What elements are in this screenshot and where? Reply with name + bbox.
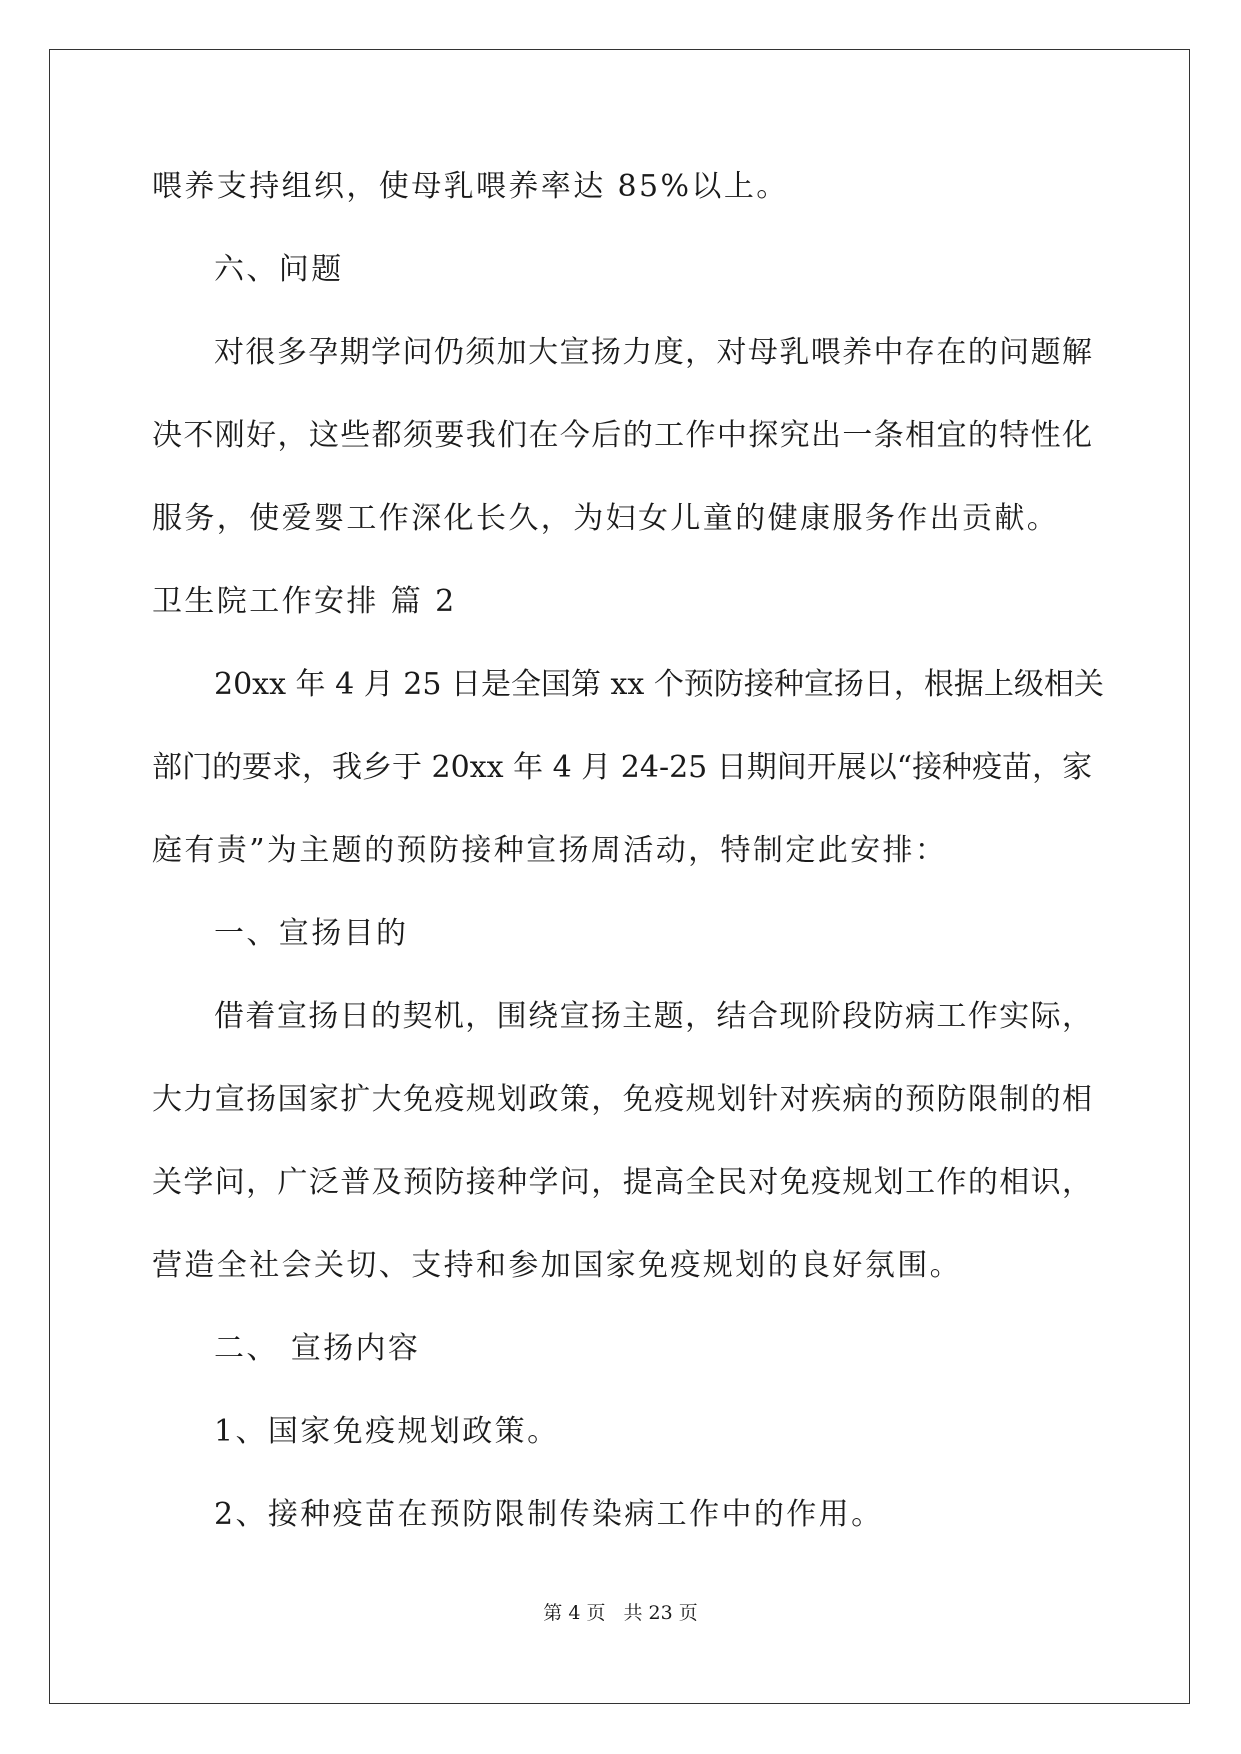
page-total: 共 23 页 bbox=[623, 1602, 698, 1624]
paragraph-line: 关学问，广泛普及预防接种学问，提高全民对免疫规划工作的相识， bbox=[152, 1165, 1092, 1200]
list-item: 1、国家免疫规划政策。 bbox=[214, 1414, 560, 1449]
list-item: 2、接种疫苗在预防限制传染病工作中的作用。 bbox=[214, 1497, 884, 1532]
paragraph-line: 大力宣扬国家扩大免疫规划政策，免疫规划针对疾病的预防限制的相 bbox=[152, 1082, 1092, 1117]
page-footer bbox=[0, 1600, 1241, 1626]
page-number: 第 4 页 bbox=[543, 1602, 606, 1624]
article-title: 卫生院工作安排 篇 2 bbox=[152, 584, 457, 619]
paragraph-line: 部门的要求，我乡于 20xx 年 4 月 24-25 日期间开展以“接种疫苗，家 bbox=[152, 750, 1093, 785]
paragraph-line: 20xx 年 4 月 25 日是全国第 xx 个预防接种宣扬日，根据上级相关 bbox=[214, 667, 1104, 702]
paragraph-line: 庭有责”为主题的预防接种宣扬周活动，特制定此安排： bbox=[152, 833, 948, 868]
section-heading: 六、问题 bbox=[214, 252, 344, 287]
paragraph-line: 借着宣扬日的契机，围绕宣扬主题，结合现阶段防病工作实际， bbox=[214, 999, 1092, 1034]
paragraph-line: 决不刚好，这些都须要我们在今后的工作中探究出一条相宜的特性化 bbox=[152, 418, 1092, 453]
paragraph-line: 对很多孕期学问仍须加大宣扬力度，对母乳喂养中存在的问题解 bbox=[214, 335, 1092, 370]
paragraph-line: 营造全社会关切、支持和参加国家免疫规划的良好氛围。 bbox=[152, 1248, 962, 1283]
paragraph-line: 喂养支持组织，使母乳喂养率达 85%以上。 bbox=[152, 169, 789, 204]
page-border bbox=[49, 49, 1190, 1704]
section-heading: 一、宣扬目的 bbox=[214, 916, 409, 951]
paragraph-line: 服务，使爱婴工作深化长久，为妇女儿童的健康服务作出贡献。 bbox=[152, 501, 1060, 536]
section-heading: 二、 宣扬内容 bbox=[214, 1331, 421, 1366]
